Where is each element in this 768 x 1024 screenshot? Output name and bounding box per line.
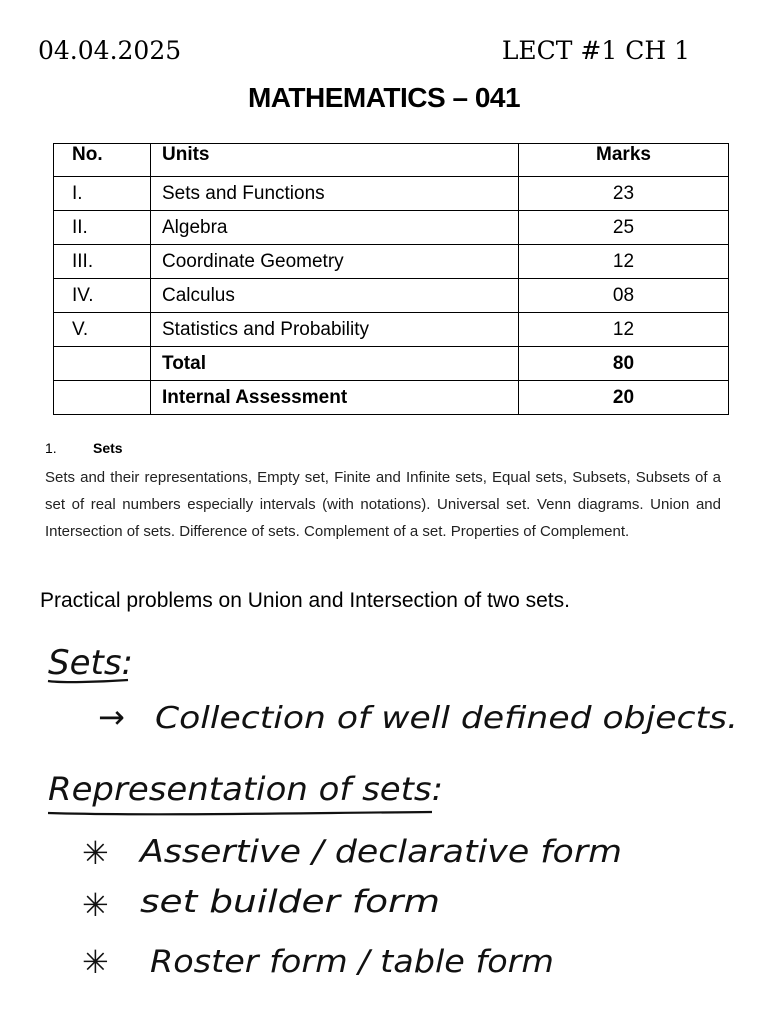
lecture-number: LECT #1 CH 1 [501, 36, 690, 65]
unit-number: IV. [54, 279, 151, 313]
notes-bullet: set builder form [140, 884, 440, 920]
subheading-underline [48, 812, 432, 814]
unit-name: Sets and Functions [151, 177, 519, 211]
section-number: 1. [45, 440, 57, 456]
practical-problems-line: Practical problems on Union and Intersection of two sets. [40, 589, 570, 612]
unit-marks: 25 [519, 211, 729, 245]
asterisk-bullet-icon: ✳ [82, 886, 109, 924]
lecture-date: 04.04.2025 [38, 36, 182, 65]
unit-name: Coordinate Geometry [151, 245, 519, 279]
unit-number: II. [54, 211, 151, 245]
section-description: Sets and their representations, Empty set, Finite and Infinite sets, Equal sets, Subsets, Subsets of a set of real numbers especially intervals (with notations). Universal set. Venn diagrams. Union and Intersection of sets. Difference of sets. Complement of a set. Properties of Complement. [45, 469, 721, 540]
unit-marks: 12 [519, 313, 729, 347]
unit-number: III. [54, 245, 151, 279]
notes-definition: Collection of well defined objects. [155, 701, 738, 736]
unit-number: V. [54, 313, 151, 347]
asterisk-bullet-icon: ✳ [82, 943, 109, 981]
asterisk-bullet-icon: ✳ [82, 834, 109, 872]
column-header-no: No. [54, 144, 151, 177]
unit-name: Algebra [151, 211, 519, 245]
total-marks: 80 [519, 347, 729, 381]
unit-number: I. [54, 177, 151, 211]
unit-marks: 08 [519, 279, 729, 313]
arrow-icon: → [98, 698, 125, 736]
internal-assessment-marks: 20 [519, 381, 729, 415]
total-label: Total [151, 347, 519, 381]
notes-subheading: Representation of sets: [48, 770, 443, 808]
notes-bullet: Assertive / declarative form [137, 834, 623, 870]
section-name: Sets [93, 440, 123, 456]
unit-marks: 23 [519, 177, 729, 211]
column-header-marks: Marks [519, 144, 729, 177]
notes-heading: Sets: [48, 643, 133, 683]
unit-name: Statistics and Probability [151, 313, 519, 347]
notes-bullet: Roster form / table form [150, 944, 554, 980]
page-title: MATHEMATICS – 041 [247, 82, 521, 113]
unit-marks: 12 [519, 245, 729, 279]
column-header-units: Units [151, 144, 519, 177]
unit-name: Calculus [151, 279, 519, 313]
internal-assessment-label: Internal Assessment [151, 381, 519, 415]
